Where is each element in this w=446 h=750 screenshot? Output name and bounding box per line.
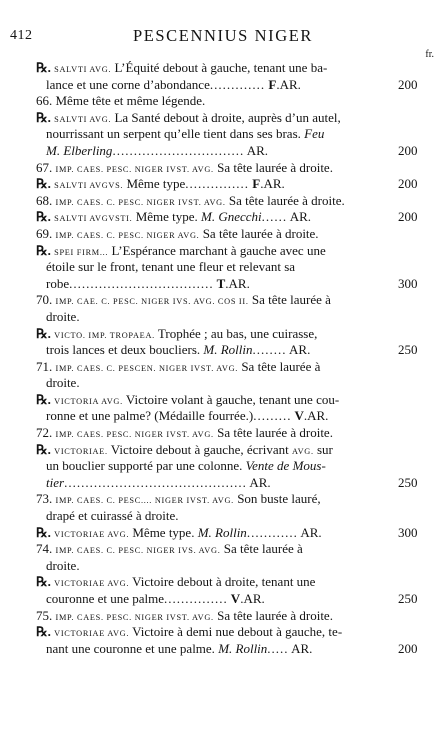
catalogue-entry [0, 624, 446, 657]
entry-line [0, 408, 446, 425]
entry-text: un bouclier supporté par une colonne. [46, 458, 246, 474]
price-value: 200 [398, 209, 418, 225]
reverse-symbol: ℞. [36, 325, 55, 341]
entry-line [0, 475, 446, 492]
coin-legend: SPEI FIRM... [54, 247, 109, 257]
entry-text: Victoire debout à gauche, écrivant [107, 441, 292, 457]
catalogue-entry [0, 491, 446, 524]
entry-text: Victoire à demi nue debout à gauche, te- [129, 624, 343, 640]
entry-text: nourrissant un serpent qu’elle tient dans ses bras. [46, 126, 305, 142]
entry-text: Sa tête laurée à [220, 541, 303, 557]
price-value: 300 [398, 524, 418, 540]
dot-leader: .................................. [69, 275, 214, 291]
entry-text: Victoire debout à droite, tenant une [129, 574, 316, 590]
entry-text: 68. [36, 192, 56, 208]
coin-legend: SALVTI AVG. [54, 114, 112, 124]
entry-text: 71. [36, 358, 56, 374]
entry-text: 66. Même tête et même légende. [36, 93, 206, 109]
coin-legend: VICTORIAE AVG. [54, 529, 130, 539]
entry-text: couronne et une palme [46, 591, 165, 606]
entry-line [0, 143, 446, 160]
entry-text: 73. [36, 491, 56, 507]
provenance-text: Feu [304, 126, 325, 142]
reverse-symbol: ℞. [36, 60, 55, 75]
provenance-text: M. Gnecchi [201, 209, 262, 225]
entry-text: Même type. [129, 524, 198, 540]
coin-legend: IMP. CAES. PESC. NIGER IVST. AVG. [55, 612, 214, 622]
entry-text: lance et une corne d’abondance [46, 76, 210, 92]
reverse-symbol: ℞. [36, 176, 55, 192]
catalogue-entry [0, 60, 446, 93]
coin-legend: IMP. CAES. C. PESC. NIGER AVG. [55, 230, 200, 240]
entry-line [0, 558, 446, 575]
price-value: 250 [398, 342, 418, 358]
dot-leader: ......... [253, 408, 292, 424]
catalogue-entry [0, 574, 446, 607]
catalogue-entry [0, 392, 446, 425]
price-value: 250 [398, 591, 418, 606]
rarity-letter: V [227, 591, 241, 606]
entry-text: trois lances et deux boucliers. [46, 342, 204, 358]
price-value: 200 [398, 176, 418, 192]
catalogue-entry [0, 93, 446, 110]
catalogue-entry [0, 425, 446, 442]
provenance-text: tier [46, 474, 65, 490]
catalogue-entry [0, 226, 446, 243]
rarity-letter: F [265, 76, 277, 92]
entry-text: sur [313, 441, 333, 457]
entry-line [0, 126, 446, 143]
coin-legend: VICTORIAE. [54, 446, 108, 456]
provenance-text: M. Rollin [218, 640, 268, 656]
price-value: 200 [398, 640, 418, 656]
catalogue-entries [0, 60, 446, 657]
reverse-symbol: ℞. [36, 624, 55, 640]
dot-leader: ............ [246, 524, 298, 540]
entry-line [0, 425, 446, 442]
entry-line [0, 574, 446, 591]
entry-line [0, 77, 446, 94]
catalogue-entry [0, 525, 446, 542]
coin-legend: IMP. CAES. C. PESC. NIGER IVST. AVG. [55, 197, 226, 207]
provenance-text: Vente de Mous- [245, 458, 326, 474]
dot-leader: ...... [261, 209, 288, 225]
catalogue-entry [0, 292, 446, 325]
entry-text: Sa tête laurée à [248, 292, 331, 308]
entry-text: Sa tête laurée à droite. [213, 425, 333, 441]
entry-line [0, 209, 446, 226]
catalogue-entry [0, 110, 446, 160]
coin-legend: VICTORIA AVG. [54, 396, 123, 406]
entry-text: AR. [244, 142, 269, 158]
entry-line [0, 491, 446, 508]
entry-text: Son buste lauré, [233, 491, 321, 507]
price-unit-label: fr. [425, 49, 434, 60]
entry-line [0, 392, 446, 409]
dot-leader: ............................... [112, 142, 245, 158]
coin-legend: AVG. [291, 446, 314, 456]
entry-line [0, 458, 446, 475]
provenance-text: M. Elberling [46, 142, 113, 158]
entry-line [0, 176, 446, 193]
entry-line [0, 624, 446, 641]
dot-leader: ........................................... [64, 474, 247, 490]
entry-text: Même type [123, 176, 186, 192]
entry-line [0, 110, 446, 127]
provenance-text: M. Rollin [203, 342, 253, 358]
reverse-symbol: ℞. [36, 209, 55, 225]
reverse-symbol: ℞. [36, 391, 55, 407]
entry-line [0, 442, 446, 459]
entry-line [0, 276, 446, 293]
entry-line [0, 193, 446, 210]
entry-text: L’Équité debout à gauche, tenant une ba- [111, 60, 328, 75]
entry-line [0, 259, 446, 276]
catalogue-entry [0, 442, 446, 492]
catalogue-entry [0, 243, 446, 293]
entry-text: .AR. [276, 76, 301, 92]
entry-line [0, 375, 446, 392]
price-value: 200 [398, 142, 418, 158]
reverse-symbol: ℞. [36, 524, 55, 540]
reverse-symbol: ℞. [36, 574, 55, 590]
entry-line [0, 326, 446, 343]
page-title: PESCENNIUS NIGER [132, 26, 314, 45]
page-number: 412 [10, 28, 33, 43]
catalogue-entry [0, 209, 446, 226]
dot-leader: ........ [252, 342, 287, 358]
entry-line [0, 608, 446, 625]
catalogue-entry [0, 193, 446, 210]
entry-line [0, 292, 446, 309]
entry-text: L’Espérance marchant à gauche avec une [108, 242, 326, 258]
page-header [0, 26, 446, 50]
entry-line [0, 508, 446, 525]
coin-legend: IMP. CAES. C. PESC.... NIGER IVST. AVG. [55, 496, 234, 506]
rarity-letter: T [213, 275, 226, 291]
reverse-symbol: ℞. [36, 242, 55, 258]
entry-text: AR. [287, 209, 312, 225]
entry-line [0, 541, 446, 558]
entry-text: AR. [286, 342, 311, 358]
entry-text: Même type. [132, 209, 202, 225]
coin-legend: IMP. CAES. PESC. NIGER IVST. AVG. [55, 164, 214, 174]
entry-text: Sa tête laurée à droite. [199, 225, 319, 241]
entry-line [0, 342, 446, 359]
coin-legend: IMP. CAES. C. PESCEN. NIGER IVST. AVG. [55, 363, 239, 373]
entry-text: .AR. [240, 591, 265, 606]
entry-line [0, 641, 446, 658]
coin-legend: VICTORIAE AVG. [54, 579, 130, 589]
entry-text: ronne et une palme? (Médaille fourrée.) [46, 408, 254, 424]
entry-text: droite. [46, 375, 80, 391]
coin-legend: SALVTI AVGVSTI. [54, 214, 133, 224]
dot-leader: ............... [185, 176, 250, 192]
entry-text: drapé et cuirassé à droite. [46, 508, 179, 524]
rarity-letter: F [249, 176, 261, 192]
entry-text: nant une couronne et une palme. [46, 640, 219, 656]
price-value: 250 [398, 474, 418, 490]
entry-text: Sa tête laurée à droite. [213, 159, 333, 175]
entry-text: La Santé debout à droite, auprès d’un autel, [111, 109, 341, 125]
entry-text: Sa tête laurée à droite. [213, 607, 333, 623]
entry-text: droite. [46, 308, 80, 324]
entry-text: Victoire volant à gauche, tenant une cou- [122, 391, 340, 407]
entry-text: 75. [36, 607, 56, 623]
catalogue-entry [0, 176, 446, 193]
entry-line [0, 226, 446, 243]
entry-text: Trophée ; au bas, une cuirasse, [154, 325, 318, 341]
provenance-text: M. Rollin [197, 524, 247, 540]
entry-line [0, 525, 446, 542]
entry-line [0, 591, 446, 608]
entry-text: AR. [288, 640, 313, 656]
entry-text: .AR. [225, 275, 250, 291]
entry-text: AR. [297, 524, 322, 540]
entry-text: AR. [246, 474, 271, 490]
catalogue-entry [0, 359, 446, 392]
entry-text: 70. [36, 292, 56, 308]
catalogue-entry [0, 608, 446, 625]
catalogue-entry [0, 326, 446, 359]
dot-leader: ............... [164, 591, 228, 606]
entry-text: 72. [36, 425, 56, 441]
entry-line [0, 309, 446, 326]
entry-line [0, 243, 446, 260]
coin-legend: IMP. CAES. C. PESC. NIGER IVS. AVG. [55, 546, 221, 556]
dot-leader: ..... [267, 640, 289, 656]
entry-text: .AR. [260, 176, 285, 192]
coin-legend: SALVTI AVGVS. [54, 181, 124, 191]
entry-line [0, 160, 446, 177]
catalogue-entry [0, 160, 446, 177]
price-value: 200 [398, 76, 418, 92]
entry-text: droite. [46, 557, 80, 573]
entry-text: étoile sur le front, tenant une fleur et relevant sa [46, 259, 296, 275]
coin-legend: IMP. CAE. C. PESC. NIGER IVS. AVG. COS II. [55, 297, 249, 307]
rarity-letter: V [291, 408, 304, 424]
entry-line [0, 359, 446, 376]
entry-text: .AR. [303, 408, 329, 424]
entry-text: Sa tête laurée à [238, 358, 321, 374]
entry-text: 74. [36, 541, 56, 557]
entry-text: robe [46, 275, 70, 291]
entry-text: Sa tête laurée à droite. [225, 192, 345, 208]
reverse-symbol: ℞. [36, 441, 55, 457]
coin-legend: VICTO. IMP. TROPAEA. [54, 330, 155, 340]
entry-line [0, 60, 446, 77]
price-value: 300 [398, 275, 418, 291]
coin-legend: IMP. CAES. PESC. NIGER IVST. AVG. [55, 430, 214, 440]
coin-legend: SALVTI AVG. [54, 65, 112, 74]
entry-line [0, 93, 446, 110]
entry-text: 69. [36, 225, 56, 241]
reverse-symbol: ℞. [36, 109, 55, 125]
coin-legend: VICTORIAE AVG. [54, 629, 130, 639]
catalogue-entry [0, 541, 446, 574]
dot-leader: ............. [209, 76, 266, 92]
entry-text: 67. [36, 159, 56, 175]
